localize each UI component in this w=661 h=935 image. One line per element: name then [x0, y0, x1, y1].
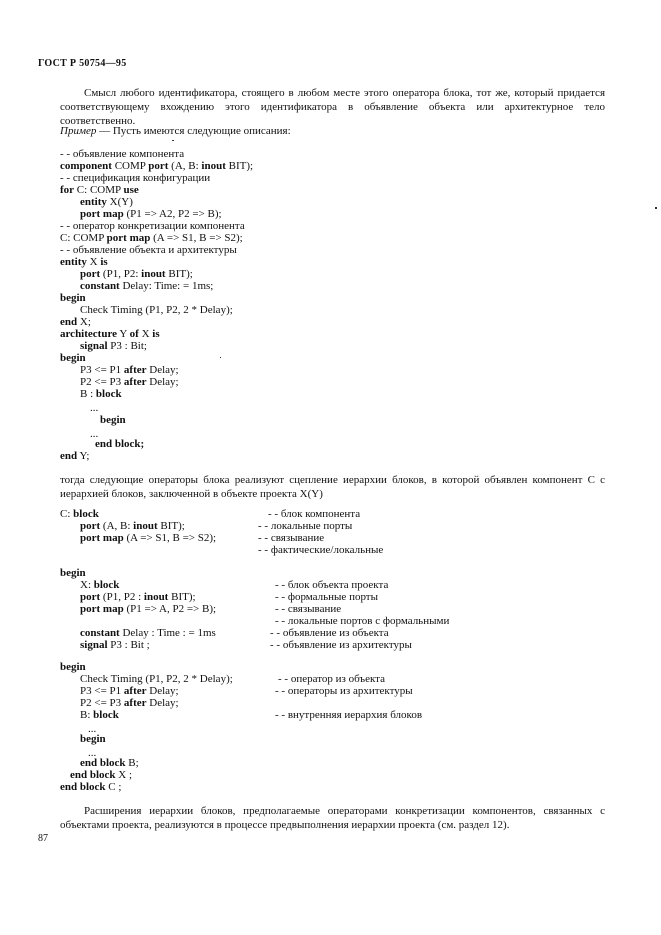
code-line: - - оператор конкретизации компонента — [60, 220, 245, 232]
code-comment: - - объявление из объекта — [270, 627, 389, 639]
code-line: end X; — [60, 316, 91, 328]
code-line: port map (A => S1, B => S2); — [80, 532, 217, 544]
code-line: B: block — [80, 709, 119, 721]
code-line: signal P3 : Bit; — [80, 340, 147, 352]
scan-speck — [220, 357, 221, 358]
code-line: C: COMP port map (A => S1, B => S2); — [60, 232, 243, 244]
document-header: ГОСТ Р 50754—95 — [38, 58, 127, 69]
code-line: end block; — [95, 438, 145, 450]
code-line: component COMP port (A, B: inout BIT); — [60, 160, 254, 172]
code-line: end block X ; — [70, 769, 133, 781]
code-line: port (P1, P2: inout BIT); — [80, 268, 193, 280]
code-comment: - - оператор из объекта — [278, 673, 386, 685]
code-comment: - - связывание — [275, 603, 342, 615]
code-line: - - объявление компонента — [60, 148, 185, 160]
code-line: port (A, B: inout BIT); — [80, 520, 185, 532]
code-line: begin — [100, 414, 126, 426]
code-line: ... — [90, 402, 99, 414]
code-line: entity X is — [60, 256, 108, 268]
code-line: end block C ; — [60, 781, 122, 793]
code-comment: - - формальные порты — [275, 591, 379, 603]
code-line: signal P3 : Bit ; — [80, 639, 150, 651]
scan-speck — [172, 140, 174, 141]
code-line: C: block — [60, 508, 99, 520]
code-line: - - спецификация конфигурации — [60, 172, 211, 184]
code-line: constant Delay : Time : = 1ms — [80, 627, 216, 639]
code-line: port map (P1 => A, P2 => B); — [80, 603, 217, 615]
code-line: port (P1, P2 : inout BIT); — [80, 591, 196, 603]
code-comment: - - объявление из архитектуры — [270, 639, 412, 651]
code-line: X: block — [80, 579, 120, 591]
code-line: begin — [60, 661, 86, 673]
code-line: begin — [80, 733, 106, 745]
code-line: port map (P1 => A2, P2 => B); — [80, 208, 222, 220]
code-line: end block B; — [80, 757, 139, 769]
code-comment: - - локальные портов с формальными — [275, 615, 450, 627]
middle-paragraph: тогда следующие операторы блока реализуют сцепление иерархии блоков, в которой объявлен компонент С с иерархией блоков, заключенной в объекте проекта X(Y) — [60, 474, 605, 500]
code-line: ... — [88, 723, 97, 735]
code-comment: - - блок компонента — [268, 508, 361, 520]
code-line: P2 <= P3 after Delay; — [80, 376, 179, 388]
scan-speck — [655, 207, 657, 209]
code-comment: - - локальные порты — [258, 520, 353, 532]
code-line: begin — [60, 292, 86, 304]
code-line: constant Delay: Time: = 1ms; — [80, 280, 214, 292]
code-line: P3 <= P1 after Delay; — [80, 685, 179, 697]
code-comment: - - блок объекта проекта — [275, 579, 389, 591]
code-line: - - объявление объекта и архитектуры — [60, 244, 237, 256]
code-line: architecture Y of X is — [60, 328, 160, 340]
code-line: B : block — [80, 388, 122, 400]
code-line: for C: COMP use — [60, 184, 139, 196]
code-line: ... — [88, 747, 97, 759]
example-text: — Пусть имеются следующие описания: — [96, 125, 291, 137]
code-comment: - - фактические/локальные — [258, 544, 384, 556]
code-comment: - - операторы из архитектуры — [275, 685, 413, 697]
code-line: P2 <= P3 after Delay; — [80, 697, 179, 709]
code-comment: - - внутренняя иерархия блоков — [275, 709, 423, 721]
intro-paragraph: Смысл любого идентификатора, стоящего в любом месте этого оператора блока, тот же, который придается соответствующему вхождению этого идентификатора в объявление объекта или архитектурное тело соответственно. — [60, 87, 605, 127]
code-line: Check Timing (P1, P2, 2 * Delay); — [80, 304, 233, 316]
example-label: Пример — [60, 125, 97, 137]
example-line — [60, 125, 291, 137]
code-line: end Y; — [60, 450, 90, 462]
code-line: P3 <= P1 after Delay; — [80, 364, 179, 376]
code-line: begin — [60, 567, 86, 579]
code-line: Check Timing (P1, P2, 2 * Delay); — [80, 673, 233, 685]
code-line: begin — [60, 352, 86, 364]
closing-paragraph: Расширения иерархии блоков, предполагаемые операторами конкретизации компонентов, связанных с объектами проекта, реализуются в процессе предвыполнения иерархии проекта (см. раздел 12). — [60, 805, 605, 831]
code-line: ... — [90, 428, 99, 440]
code-comment: - - связывание — [258, 532, 325, 544]
page-number: 87 — [38, 833, 48, 844]
code-line: entity X(Y) — [80, 196, 133, 208]
